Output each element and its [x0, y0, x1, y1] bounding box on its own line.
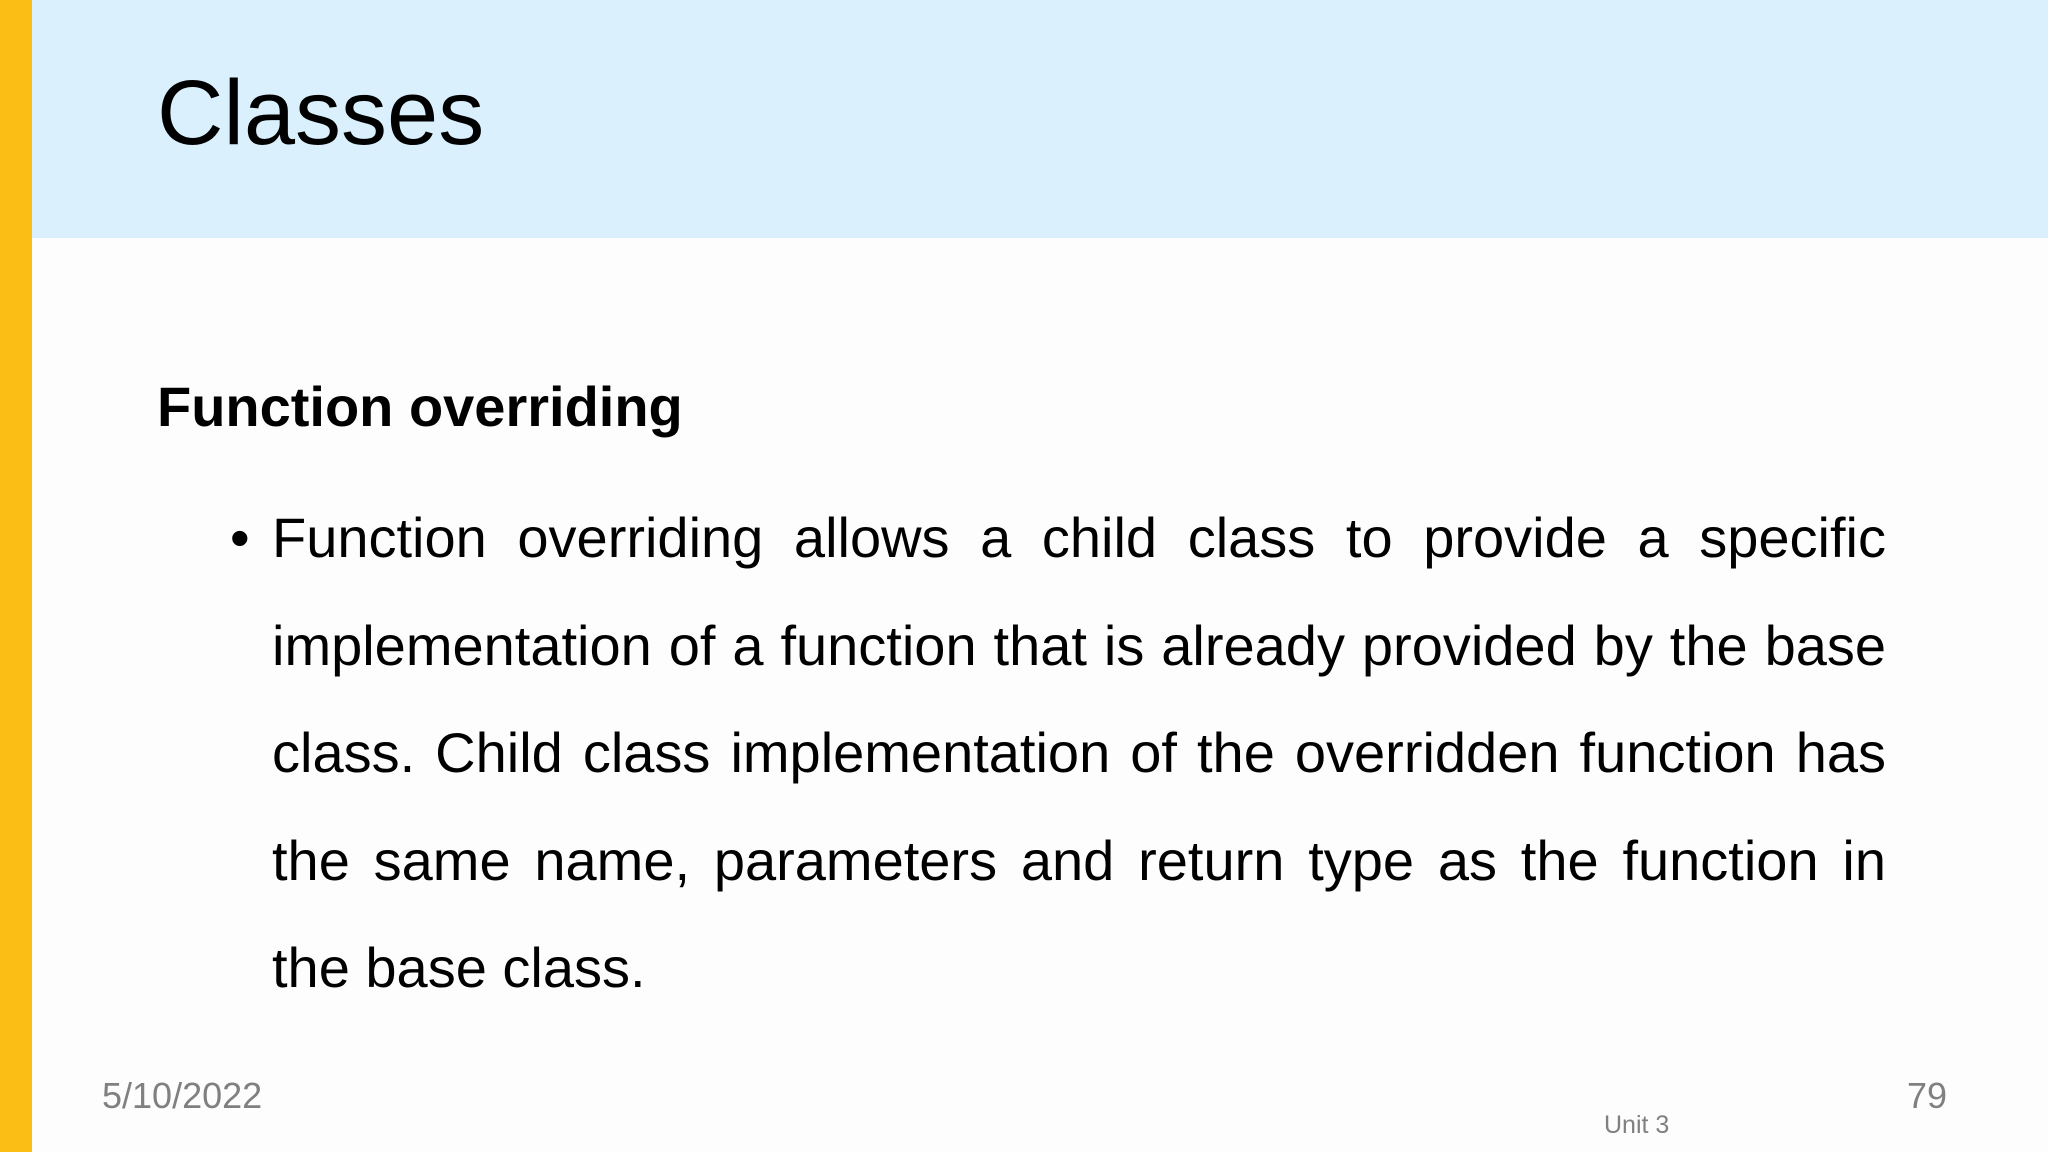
footer-unit-label: Unit 3 — [1604, 1111, 1670, 1139]
accent-bar — [0, 0, 32, 1152]
bullet-item — [230, 484, 1886, 1022]
section-heading: Function overriding — [157, 375, 683, 438]
page-number: 79 — [1906, 1075, 1947, 1116]
footer-date: 5/10/2022 — [102, 1075, 263, 1116]
bullet-text: Function overriding allows a child class to provide a specific implementation of a function that is already provided by the base class. Child class implementation of the overridden function has the same name, parameters and return type as the function in the base class. — [272, 506, 1886, 999]
bullet-list — [230, 484, 1886, 1022]
bullet-dot-icon: • — [230, 506, 250, 569]
slide-title: Classes — [157, 62, 485, 164]
